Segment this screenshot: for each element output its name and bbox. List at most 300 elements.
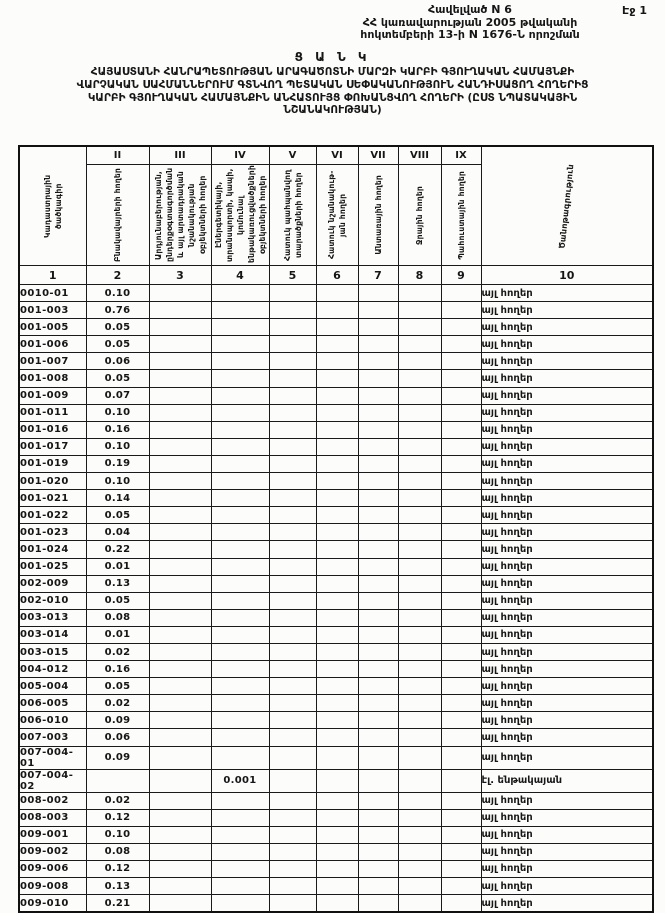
area-value-cell — [211, 455, 269, 472]
area-value-cell — [269, 769, 316, 792]
area-value-cell — [398, 643, 441, 660]
note-cell: այլ հողեր — [481, 792, 653, 809]
table-row — [19, 826, 653, 843]
area-value-cell: 0.06 — [86, 353, 149, 370]
area-value-cell: 0.14 — [86, 490, 149, 507]
note-cell: այլ հողեր — [481, 895, 653, 913]
area-value-cell — [398, 455, 441, 472]
area-value-cell — [316, 507, 358, 524]
area-value-cell — [316, 609, 358, 626]
area-value-cell — [358, 643, 398, 660]
area-value-cell: 0.01 — [86, 558, 149, 575]
table-row — [19, 769, 653, 792]
area-value-cell — [316, 661, 358, 678]
area-value-cell — [269, 438, 316, 455]
cadastral-code-cell: 001-020 — [19, 473, 86, 490]
area-value-cell — [398, 353, 441, 370]
note-cell: էլ. ենթակայան — [481, 769, 653, 792]
note-cell: այլ հողեր — [481, 524, 653, 541]
area-value-cell — [316, 729, 358, 746]
area-value-cell — [358, 626, 398, 643]
area-value-cell — [316, 895, 358, 913]
header-note — [481, 146, 653, 266]
area-value-cell — [149, 769, 211, 792]
area-value-cell — [398, 421, 441, 438]
area-value-cell — [149, 626, 211, 643]
area-value-cell — [316, 524, 358, 541]
area-value-cell — [316, 626, 358, 643]
note-cell: այլ հողեր — [481, 712, 653, 729]
area-value-cell — [269, 404, 316, 421]
area-value-cell — [211, 336, 269, 353]
note-cell: այլ հողեր — [481, 319, 653, 336]
header-land-category — [211, 165, 269, 266]
area-value-cell — [269, 609, 316, 626]
table-row — [19, 575, 653, 592]
area-value-cell — [398, 592, 441, 609]
area-value-cell — [316, 421, 358, 438]
area-value-cell — [149, 541, 211, 558]
cadastral-code-cell: 008-003 — [19, 809, 86, 826]
area-value-cell — [441, 592, 481, 609]
note-cell: այլ հողեր — [481, 592, 653, 609]
area-value-cell — [149, 353, 211, 370]
appendix-line: Հավելված N 6 — [428, 3, 512, 16]
area-value-cell: 0.10 — [86, 826, 149, 843]
area-value-cell — [316, 387, 358, 404]
table-row — [19, 626, 653, 643]
table-row — [19, 712, 653, 729]
area-value-cell — [211, 541, 269, 558]
area-value-cell — [398, 895, 441, 913]
area-value-cell — [398, 302, 441, 319]
area-value-cell — [358, 319, 398, 336]
area-value-cell — [316, 319, 358, 336]
area-value-cell — [211, 609, 269, 626]
area-value-cell: 0.76 — [86, 302, 149, 319]
area-value-cell: 0.04 — [86, 524, 149, 541]
area-value-cell — [398, 490, 441, 507]
area-value-cell: 0.12 — [86, 860, 149, 877]
land-category-label: Արդյունաբերության, ընդերքօգտագործման և այլ արտադրական նշանակության օբյեկտների հողեր — [153, 167, 207, 263]
table-row — [19, 661, 653, 678]
table-row — [19, 843, 653, 860]
area-value-cell — [149, 729, 211, 746]
area-value-cell — [316, 878, 358, 895]
area-value-cell — [441, 661, 481, 678]
table-row — [19, 895, 653, 913]
area-value-cell — [358, 490, 398, 507]
note-cell: այլ հողեր — [481, 678, 653, 695]
area-value-cell — [269, 558, 316, 575]
area-value-cell — [398, 843, 441, 860]
area-value-cell — [358, 712, 398, 729]
note-cell: այլ հողեր — [481, 455, 653, 472]
cadastral-code-cell: 001-016 — [19, 421, 86, 438]
area-value-cell — [211, 490, 269, 507]
area-value-cell — [441, 473, 481, 490]
area-value-cell — [316, 575, 358, 592]
area-value-cell — [398, 661, 441, 678]
area-value-cell — [149, 438, 211, 455]
area-value-cell — [358, 769, 398, 792]
subtitle-line: ՀԱՅԱՍՏԱՆԻ ՀԱՆՐԱՊԵՏՈՒԹՅԱՆ ԱՐԱԳԱԾՈՏՆԻ ՄԱՐԶԻ ԿԱՐԲԻ ԳՅՈՒՂԱԿԱՆ ՀԱՄԱՅՆՔԻ — [90, 66, 575, 78]
area-value-cell — [398, 387, 441, 404]
area-value-cell — [211, 319, 269, 336]
note-cell: այլ հողեր — [481, 353, 653, 370]
area-value-cell — [316, 541, 358, 558]
area-value-cell — [441, 695, 481, 712]
area-value-cell — [149, 302, 211, 319]
area-value-cell — [358, 609, 398, 626]
area-value-cell — [441, 438, 481, 455]
area-value-cell — [149, 826, 211, 843]
area-value-cell — [211, 524, 269, 541]
note-cell: այլ հողեր — [481, 507, 653, 524]
area-value-cell — [441, 643, 481, 660]
area-value-cell: 0.21 — [86, 895, 149, 913]
area-value-cell — [269, 336, 316, 353]
area-value-cell — [316, 336, 358, 353]
area-value-cell — [269, 792, 316, 809]
area-value-cell — [149, 387, 211, 404]
area-value-cell: 0.16 — [86, 421, 149, 438]
subtitle-line: ԿԱՐԲԻ ԳՅՈՒՂԱԿԱՆ ՀԱՄԱՅՆՔԻՆ ԱՆՀԱՏՈՒՅՑ ՓՈԽԱՆՑՎՈՂ ՀՈՂԵՐԻ (ԸՍՏ ՆՊԱՏԱԿԱՅԻՆ — [87, 91, 578, 104]
area-value-cell — [441, 729, 481, 746]
area-value-cell: 0.08 — [86, 609, 149, 626]
area-value-cell — [441, 421, 481, 438]
area-value-cell — [269, 843, 316, 860]
area-value-cell — [441, 895, 481, 913]
table-row — [19, 473, 653, 490]
area-value-cell — [269, 387, 316, 404]
area-value-cell: 0.05 — [86, 592, 149, 609]
area-value-cell: 0.05 — [86, 370, 149, 387]
area-value-cell — [211, 746, 269, 769]
cadastral-code-cell: 001-025 — [19, 558, 86, 575]
area-value-cell — [86, 769, 149, 792]
table-row — [19, 643, 653, 660]
area-value-cell: 0.08 — [86, 843, 149, 860]
area-value-cell — [149, 285, 211, 302]
area-value-cell — [316, 438, 358, 455]
area-value-cell — [441, 826, 481, 843]
cadastral-code-cell: 001-022 — [19, 507, 86, 524]
roman-numeral: VIII — [398, 146, 441, 165]
land-category-label: Պահուստային հողեր — [456, 170, 466, 260]
area-value-cell — [441, 490, 481, 507]
area-value-cell — [398, 746, 441, 769]
cadastral-code-cell: 002-010 — [19, 592, 86, 609]
area-value-cell — [316, 860, 358, 877]
area-value-cell — [211, 575, 269, 592]
area-value-cell: 0.10 — [86, 285, 149, 302]
area-value-cell — [358, 473, 398, 490]
area-value-cell — [441, 353, 481, 370]
note-cell: այլ հողեր — [481, 843, 653, 860]
land-transfer-table — [18, 145, 654, 913]
area-value-cell: 0.02 — [86, 643, 149, 660]
column-number: 10 — [481, 266, 653, 285]
area-value-cell — [358, 507, 398, 524]
area-value-cell — [269, 285, 316, 302]
cadastral-code-cell: 0010-01 — [19, 285, 86, 302]
area-value-cell — [441, 302, 481, 319]
note-cell: այլ հողեր — [481, 809, 653, 826]
area-value-cell: 0.09 — [86, 746, 149, 769]
area-value-cell — [358, 878, 398, 895]
table-row — [19, 878, 653, 895]
area-value-cell — [398, 609, 441, 626]
area-value-cell — [149, 895, 211, 913]
cadastral-code-cell: 001-009 — [19, 387, 86, 404]
note-cell: այլ հողեր — [481, 860, 653, 877]
area-value-cell — [358, 302, 398, 319]
area-value-cell — [398, 541, 441, 558]
table-row — [19, 421, 653, 438]
area-value-cell — [358, 746, 398, 769]
area-value-cell — [149, 746, 211, 769]
area-value-cell — [441, 860, 481, 877]
table-row — [19, 695, 653, 712]
area-value-cell — [441, 792, 481, 809]
area-value-cell — [358, 695, 398, 712]
document-title: Ց Ա Ն Կ — [294, 50, 371, 64]
area-value-cell — [269, 860, 316, 877]
area-value-cell: 0.05 — [86, 319, 149, 336]
note-cell: այլ հողեր — [481, 285, 653, 302]
area-value-cell — [358, 843, 398, 860]
table-row — [19, 860, 653, 877]
area-value-cell: 0.16 — [86, 661, 149, 678]
area-value-cell — [398, 729, 441, 746]
table-row — [19, 285, 653, 302]
area-value-cell — [441, 843, 481, 860]
area-value-cell — [149, 575, 211, 592]
area-value-cell — [269, 809, 316, 826]
note-cell: այլ հողեր — [481, 878, 653, 895]
table-row — [19, 455, 653, 472]
area-value-cell — [149, 319, 211, 336]
cadastral-code-cell: 006-005 — [19, 695, 86, 712]
header-land-category — [316, 165, 358, 266]
table-row — [19, 302, 653, 319]
table-row — [19, 678, 653, 695]
area-value-cell — [441, 336, 481, 353]
area-value-cell — [269, 678, 316, 695]
area-value-cell — [441, 878, 481, 895]
area-value-cell — [316, 826, 358, 843]
area-value-cell — [269, 507, 316, 524]
area-value-cell — [269, 729, 316, 746]
area-value-cell — [398, 524, 441, 541]
area-value-cell — [269, 592, 316, 609]
note-cell: այլ հողեր — [481, 575, 653, 592]
cadastral-code-cell: 001-021 — [19, 490, 86, 507]
area-value-cell: 0.02 — [86, 792, 149, 809]
note-cell: այլ հողեր — [481, 558, 653, 575]
area-value-cell — [149, 455, 211, 472]
area-value-cell — [398, 575, 441, 592]
area-value-cell — [398, 336, 441, 353]
column-number: 3 — [149, 266, 211, 285]
area-value-cell: 0.05 — [86, 507, 149, 524]
cadastral-code-cell: 006-010 — [19, 712, 86, 729]
area-value-cell — [441, 712, 481, 729]
area-value-cell — [269, 455, 316, 472]
document-header — [275, 4, 665, 42]
table-row — [19, 809, 653, 826]
area-value-cell — [441, 609, 481, 626]
area-value-cell: 0.02 — [86, 695, 149, 712]
note-cell: այլ հողեր — [481, 826, 653, 843]
area-value-cell — [211, 421, 269, 438]
area-value-cell — [316, 792, 358, 809]
cadastral-code-cell: 001-011 — [19, 404, 86, 421]
area-value-cell — [211, 353, 269, 370]
area-value-cell — [211, 712, 269, 729]
area-value-cell — [441, 541, 481, 558]
roman-numeral: II — [86, 146, 149, 165]
note-column-label: Ծանոթագրություն — [556, 163, 576, 249]
area-value-cell — [149, 524, 211, 541]
table-row — [19, 609, 653, 626]
column-number-row — [19, 266, 653, 285]
area-value-cell: 0.10 — [86, 404, 149, 421]
area-value-cell — [149, 592, 211, 609]
cadastral-code-cell: 007-003 — [19, 729, 86, 746]
area-value-cell: 0.01 — [86, 626, 149, 643]
area-value-cell — [441, 507, 481, 524]
area-value-cell: 0.12 — [86, 809, 149, 826]
area-value-cell — [211, 558, 269, 575]
column-number: 8 — [398, 266, 441, 285]
cadastral-code-cell: 001-008 — [19, 370, 86, 387]
area-value-cell — [441, 809, 481, 826]
note-cell: այլ հողեր — [481, 387, 653, 404]
column-number: 2 — [86, 266, 149, 285]
table-row — [19, 438, 653, 455]
header-land-category — [86, 165, 149, 266]
area-value-cell — [316, 592, 358, 609]
column-number: 1 — [19, 266, 86, 285]
table-row — [19, 336, 653, 353]
area-value-cell — [358, 285, 398, 302]
area-value-cell — [211, 878, 269, 895]
area-value-cell — [398, 285, 441, 302]
area-value-cell — [358, 541, 398, 558]
cadastral-code-cell: 001-017 — [19, 438, 86, 455]
table-row — [19, 507, 653, 524]
area-value-cell — [358, 455, 398, 472]
area-value-cell — [441, 769, 481, 792]
area-value-cell — [149, 678, 211, 695]
column-number: 5 — [269, 266, 316, 285]
area-value-cell — [358, 370, 398, 387]
area-value-cell — [269, 302, 316, 319]
land-category-label: Հատուկ պահպանվող տարածքների հողեր — [282, 169, 303, 261]
area-value-cell — [398, 558, 441, 575]
table-row — [19, 746, 653, 769]
area-value-cell — [269, 712, 316, 729]
area-value-cell — [211, 302, 269, 319]
area-value-cell — [441, 404, 481, 421]
area-value-cell — [211, 678, 269, 695]
note-cell: այլ հողեր — [481, 609, 653, 626]
header-land-category — [441, 165, 481, 266]
cadastral-code-cell: 001-007 — [19, 353, 86, 370]
cadastral-code-cell: 008-002 — [19, 792, 86, 809]
area-value-cell — [441, 524, 481, 541]
note-cell: այլ հողեր — [481, 661, 653, 678]
area-value-cell — [398, 438, 441, 455]
document-subtitle — [20, 66, 645, 117]
area-value-cell — [441, 319, 481, 336]
area-value-cell — [316, 769, 358, 792]
area-value-cell — [316, 695, 358, 712]
area-value-cell — [149, 370, 211, 387]
area-value-cell — [269, 895, 316, 913]
area-value-cell — [441, 387, 481, 404]
note-cell: այլ հողեր — [481, 404, 653, 421]
area-value-cell — [316, 370, 358, 387]
cadastral-code-cell: 007-004-02 — [19, 769, 86, 792]
area-value-cell — [269, 490, 316, 507]
cadastral-code-cell: 002-009 — [19, 575, 86, 592]
area-value-cell — [149, 421, 211, 438]
area-value-cell — [358, 353, 398, 370]
table-row — [19, 524, 653, 541]
table-row — [19, 541, 653, 558]
table-row — [19, 792, 653, 809]
cadastral-code-cell: 007-004-01 — [19, 746, 86, 769]
header-land-category — [398, 165, 441, 266]
area-value-cell — [269, 826, 316, 843]
area-value-cell: 0.07 — [86, 387, 149, 404]
table-row — [19, 592, 653, 609]
area-value-cell — [269, 370, 316, 387]
area-value-cell — [316, 302, 358, 319]
area-value-cell — [149, 809, 211, 826]
cadastral-code-cell: 003-013 — [19, 609, 86, 626]
area-value-cell — [149, 878, 211, 895]
land-category-label: Անտառային հողեր — [373, 175, 383, 255]
roman-numeral: IV — [211, 146, 269, 165]
area-value-cell — [441, 455, 481, 472]
area-value-cell — [398, 507, 441, 524]
cadastral-code-cell: 009-008 — [19, 878, 86, 895]
area-value-cell — [358, 558, 398, 575]
area-value-cell — [211, 843, 269, 860]
area-value-cell: 0.05 — [86, 336, 149, 353]
area-value-cell — [358, 809, 398, 826]
area-value-cell — [149, 860, 211, 877]
area-value-cell — [441, 575, 481, 592]
note-cell: այլ հողեր — [481, 729, 653, 746]
cadastral-code-cell: 009-001 — [19, 826, 86, 843]
area-value-cell — [211, 695, 269, 712]
table-row — [19, 558, 653, 575]
note-cell: այլ հողեր — [481, 302, 653, 319]
area-value-cell: 0.22 — [86, 541, 149, 558]
area-value-cell — [398, 404, 441, 421]
area-value-cell — [211, 792, 269, 809]
note-cell: այլ հողեր — [481, 746, 653, 769]
area-value-cell — [149, 609, 211, 626]
area-value-cell: 0.001 — [211, 769, 269, 792]
roman-numeral-row — [19, 146, 653, 165]
cadastral-code-cell: 009-010 — [19, 895, 86, 913]
